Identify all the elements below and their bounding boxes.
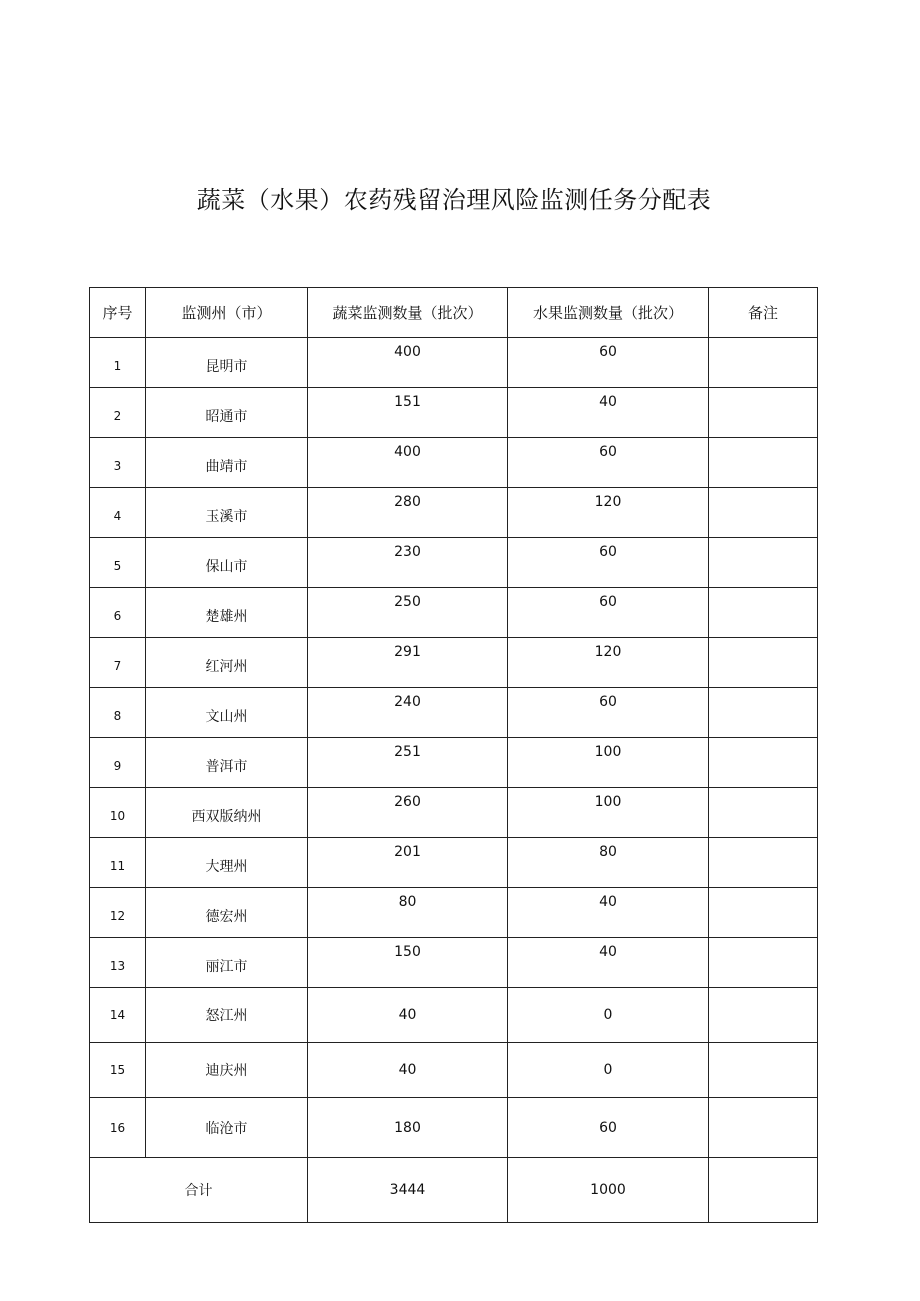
cell-seq: 5 xyxy=(90,538,146,588)
table-row xyxy=(90,338,818,388)
cell-seq: 6 xyxy=(90,588,146,638)
cell-veg: 400 xyxy=(308,438,508,488)
cell-note xyxy=(709,738,818,788)
cell-fruit: 40 xyxy=(508,388,709,438)
total-label: 合计 xyxy=(90,1158,308,1223)
total-row xyxy=(90,1158,818,1223)
cell-fruit: 120 xyxy=(508,638,709,688)
cell-veg: 280 xyxy=(308,488,508,538)
table-row xyxy=(90,688,818,738)
cell-veg: 150 xyxy=(308,938,508,988)
cell-note xyxy=(709,588,818,638)
cell-seq: 14 xyxy=(90,988,146,1043)
cell-note xyxy=(709,438,818,488)
cell-fruit: 0 xyxy=(508,1043,709,1098)
cell-note xyxy=(709,888,818,938)
cell-region: 文山州 xyxy=(146,688,308,738)
table-row xyxy=(90,938,818,988)
cell-note xyxy=(709,988,818,1043)
allocation-table xyxy=(89,287,818,1223)
cell-veg: 250 xyxy=(308,588,508,638)
cell-seq: 3 xyxy=(90,438,146,488)
cell-note xyxy=(709,838,818,888)
cell-veg: 251 xyxy=(308,738,508,788)
cell-veg: 230 xyxy=(308,538,508,588)
cell-seq: 2 xyxy=(90,388,146,438)
page-title: 蔬菜（水果）农药残留治理风险监测任务分配表 xyxy=(196,186,712,214)
cell-note xyxy=(709,638,818,688)
cell-region: 曲靖市 xyxy=(146,438,308,488)
cell-region: 昆明市 xyxy=(146,338,308,388)
table-row xyxy=(90,538,818,588)
cell-fruit: 40 xyxy=(508,888,709,938)
cell-veg: 180 xyxy=(308,1098,508,1158)
cell-region: 德宏州 xyxy=(146,888,308,938)
table-row xyxy=(90,638,818,688)
cell-note xyxy=(709,1098,818,1158)
cell-fruit: 60 xyxy=(508,1098,709,1158)
total-veg: 3444 xyxy=(308,1158,508,1223)
cell-seq: 12 xyxy=(90,888,146,938)
col-header-note: 备注 xyxy=(709,288,818,338)
cell-fruit: 100 xyxy=(508,738,709,788)
cell-veg: 291 xyxy=(308,638,508,688)
col-header-fruit: 水果监测数量（批次） xyxy=(508,288,709,338)
cell-veg: 260 xyxy=(308,788,508,838)
cell-region: 怒江州 xyxy=(146,988,308,1043)
cell-seq: 11 xyxy=(90,838,146,888)
cell-fruit: 60 xyxy=(508,338,709,388)
table-row xyxy=(90,838,818,888)
cell-note xyxy=(709,1043,818,1098)
cell-veg: 80 xyxy=(308,888,508,938)
cell-region: 玉溪市 xyxy=(146,488,308,538)
cell-region: 临沧市 xyxy=(146,1098,308,1158)
col-header-seq: 序号 xyxy=(90,288,146,338)
cell-seq: 9 xyxy=(90,738,146,788)
cell-note xyxy=(709,938,818,988)
cell-veg: 151 xyxy=(308,388,508,438)
table-row xyxy=(90,988,818,1043)
table-row xyxy=(90,438,818,488)
cell-seq: 13 xyxy=(90,938,146,988)
cell-fruit: 60 xyxy=(508,688,709,738)
cell-note xyxy=(709,338,818,388)
cell-fruit: 60 xyxy=(508,538,709,588)
table-row xyxy=(90,588,818,638)
table-row xyxy=(90,888,818,938)
cell-fruit: 0 xyxy=(508,988,709,1043)
col-header-veg: 蔬菜监测数量（批次） xyxy=(308,288,508,338)
cell-seq: 4 xyxy=(90,488,146,538)
cell-fruit: 40 xyxy=(508,938,709,988)
table-row xyxy=(90,738,818,788)
cell-veg: 400 xyxy=(308,338,508,388)
table-row xyxy=(90,1098,818,1158)
cell-note xyxy=(709,488,818,538)
cell-fruit: 80 xyxy=(508,838,709,888)
total-fruit: 1000 xyxy=(508,1158,709,1223)
cell-veg: 40 xyxy=(308,988,508,1043)
cell-region: 红河州 xyxy=(146,638,308,688)
cell-region: 丽江市 xyxy=(146,938,308,988)
cell-seq: 8 xyxy=(90,688,146,738)
cell-note xyxy=(709,788,818,838)
cell-region: 保山市 xyxy=(146,538,308,588)
cell-note xyxy=(709,688,818,738)
cell-region: 大理州 xyxy=(146,838,308,888)
cell-seq: 16 xyxy=(90,1098,146,1158)
cell-region: 迪庆州 xyxy=(146,1043,308,1098)
cell-region: 普洱市 xyxy=(146,738,308,788)
cell-fruit: 60 xyxy=(508,438,709,488)
cell-veg: 240 xyxy=(308,688,508,738)
cell-region: 昭通市 xyxy=(146,388,308,438)
cell-fruit: 120 xyxy=(508,488,709,538)
cell-seq: 1 xyxy=(90,338,146,388)
cell-region: 西双版纳州 xyxy=(146,788,308,838)
cell-seq: 7 xyxy=(90,638,146,688)
cell-fruit: 60 xyxy=(508,588,709,638)
cell-seq: 15 xyxy=(90,1043,146,1098)
cell-note xyxy=(709,538,818,588)
cell-veg: 201 xyxy=(308,838,508,888)
total-note xyxy=(709,1158,818,1223)
cell-fruit: 100 xyxy=(508,788,709,838)
table-row xyxy=(90,388,818,438)
table-header-row xyxy=(90,288,818,338)
table-row xyxy=(90,1043,818,1098)
col-header-region: 监测州（市） xyxy=(146,288,308,338)
table-row xyxy=(90,788,818,838)
cell-veg: 40 xyxy=(308,1043,508,1098)
cell-region: 楚雄州 xyxy=(146,588,308,638)
cell-seq: 10 xyxy=(90,788,146,838)
cell-note xyxy=(709,388,818,438)
table-row xyxy=(90,488,818,538)
